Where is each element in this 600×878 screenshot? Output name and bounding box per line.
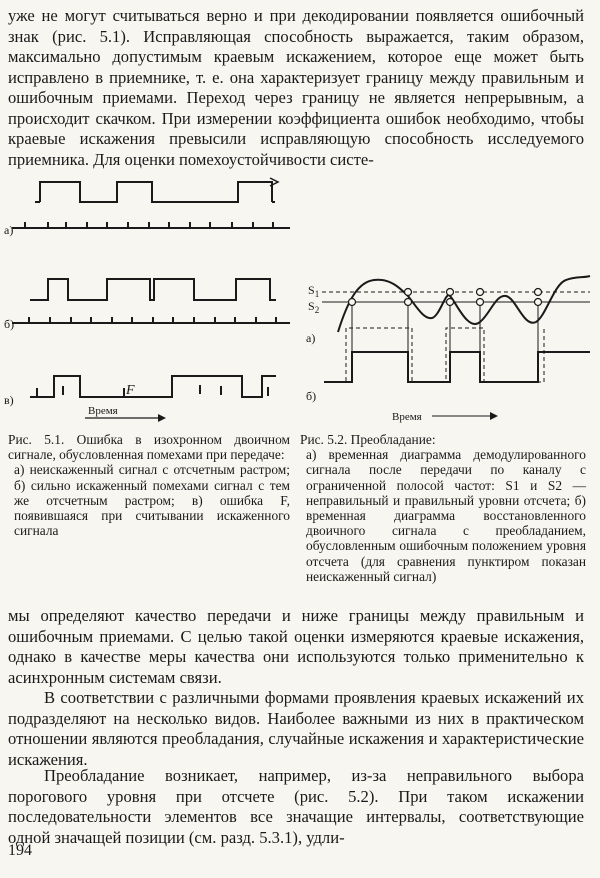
- crossing-points: [349, 289, 542, 306]
- arrow-head-1: [158, 414, 166, 422]
- arrow-head-2: [490, 412, 498, 420]
- caption-5-2-title: Рис. 5.2. Преобладание:: [300, 432, 436, 447]
- reconstructed-signal: [324, 352, 590, 382]
- undistorted-reference: [340, 328, 544, 382]
- waveform-b: [30, 279, 276, 300]
- fig2-label-a: а): [306, 331, 316, 345]
- caption-5-2-body: а) временная диаграмма демодулированного сигнала после передачи по каналу с ограниченной полосой частот: S1 и S2 — неправильный и правильный уровни отсчета; б) временная диаграмма восстановленного двоичного сигнала с преобладанием, обусловленным ошибочным положением уровня отсчета (для сравнения пунктиром показан неискаженный сигнал): [306, 447, 586, 584]
- waveform-a: [40, 182, 272, 202]
- paragraph-preponderance: Преобладание возникает, например, из-за неправильного выбора порогового уровня при отсчете (рис. 5.2). При таком искажении последовательности элементов все значащие интервалы, соответствующие одной значащей позиции (см. разд. 5.3.1), удли-: [8, 766, 584, 847]
- figure-5-2: [300, 270, 590, 430]
- paragraph-top: уже не могут считываться верно и при декодировании появляется ошибочный знак (рис. 5.1). Исправляющая способность выражается, таким образом, максимально допустимым краевым искажением, которое еще может быть исправлено в приемнике, т. е. она характеризует границу между правильным и ошибочным приемами. Переход через границу не является непрерывным, а происходит скачком. При измерении коэффициента ошибок необходимо, чтобы краевые искажения превысили исправляющую способность исследуемого приемника. Для оценки помехоустойчивости систе-: [8, 6, 584, 169]
- paragraph-kinds: В соответствии с различными формами проявления краевых искажений их подразделяют на несколько видов. Наиболее важными из них в практическом отношении являются преобладания, случайные искажения и характеристические искажения.: [8, 688, 584, 769]
- page-number: 194: [8, 842, 32, 859]
- caption-5-1: [8, 432, 290, 538]
- caption-5-2: [300, 432, 586, 584]
- paragraph-quality: мы определяют качество передачи и ниже границы между правильным и ошибочным приемами. С целью такой оценки измеряются краевые искажения, однако в качестве меры качества они используются только применительно к асинхронным системам связи.: [8, 606, 584, 687]
- s2-label: $S_2$: [308, 299, 320, 315]
- fig1-label-b: б): [4, 317, 15, 331]
- caption-5-1-title: Рис. 5.1. Ошибка в изохронном двоичном сигнале, обусловленная помехами при передаче:: [8, 432, 290, 463]
- caption-5-1-body: а) неискаженный сигнал с отсчетным растром; б) сильно искаженный помехами сигнал с тем же отсчетным растром; в) ошибка F, появившаяся при считывании искаженного сигнала: [14, 462, 290, 539]
- timing-ticks: [24, 222, 277, 397]
- demodulated-signal: [338, 276, 590, 332]
- waveform-c: [30, 376, 276, 397]
- fig1-time-label: Время: [88, 405, 118, 417]
- s1-label: $S_1$: [308, 283, 320, 299]
- fig2-time-label: Время: [392, 411, 422, 423]
- error-mark-f: F: [126, 383, 135, 398]
- fig1-label-c: в): [4, 393, 14, 407]
- fig2-label-b: б): [306, 389, 317, 403]
- fig1-label-a: а): [4, 223, 14, 237]
